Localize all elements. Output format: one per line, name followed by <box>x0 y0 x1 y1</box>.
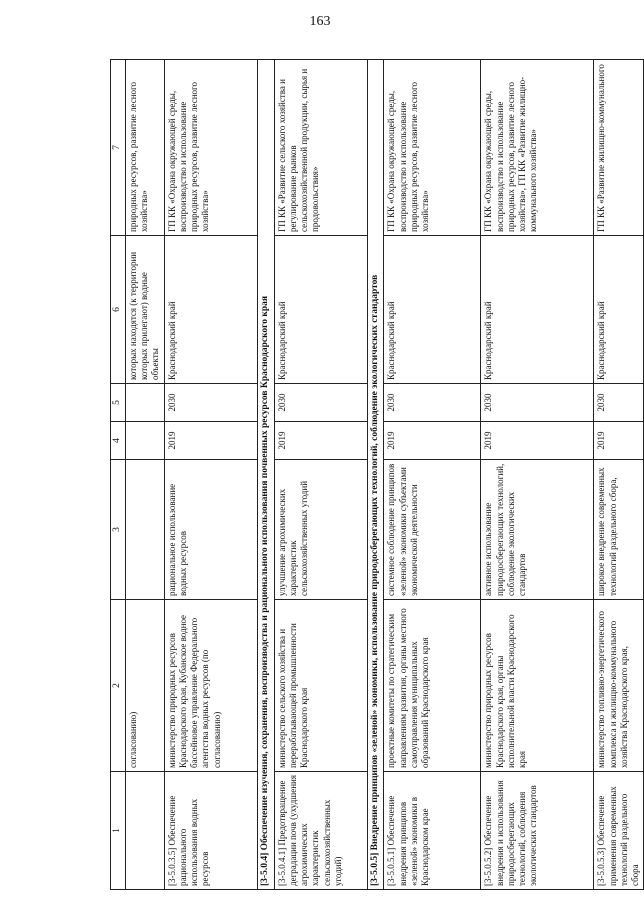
column-number-cell: 7 <box>111 60 126 236</box>
start-year-cell: 2019 <box>594 422 644 460</box>
result-cell: рациональное использование водных ресурсов <box>164 460 257 600</box>
start-year-cell: 2019 <box>164 422 257 460</box>
section-header-row <box>257 60 274 890</box>
territory-cell: Краснодарский край <box>594 236 644 384</box>
activity-cell: [3-5.0.5.3] Обеспечение применения современных технологий раздельного сбора <box>594 772 644 890</box>
column-number-cell: 2 <box>111 600 126 772</box>
result-cell <box>125 460 164 600</box>
end-year-cell: 2030 <box>384 384 481 422</box>
responsible-cell: министерство природных ресурсов Краснодарского края, Кубанское водное бассейновое управление Федерального агентства водных ресурсов (по согласованию) <box>164 600 257 772</box>
program-table <box>110 59 644 890</box>
territory-cell: Краснодарский край <box>384 236 481 384</box>
table-row <box>481 60 594 890</box>
column-number-cell: 3 <box>111 460 126 600</box>
rotated-table-container <box>110 60 641 890</box>
result-cell: широкое внедрение современных технологий раздельного сбора, <box>594 460 644 600</box>
program-cell: ГП КК «Развитие жилищно-коммунального <box>594 60 644 236</box>
responsible-cell: проектные комитеты по стратегическим направлениям развития, органы местного самоуправления муниципальных образований Краснодарского края <box>384 600 481 772</box>
start-year-cell: 2019 <box>384 422 481 460</box>
table-row <box>274 60 367 890</box>
column-number-row <box>111 60 126 890</box>
activity-cell: [3-5.0.5.1] Обеспечение внедрения принципов «зеленой» экономики в Краснодарском крае <box>384 772 481 890</box>
responsible-cell: согласованию) <box>125 600 164 772</box>
program-cell: ГП КК «Охрана окружающей среды, воспроизводство и использование природных ресурсов, развитие лесного хозяйства» <box>384 60 481 236</box>
start-year-cell: 2019 <box>274 422 367 460</box>
program-cell: ГП КК «Охрана окружающей среды, воспроизводство и использование природных ресурсов, развитие лесного хозяйства» <box>164 60 257 236</box>
activity-cell <box>125 772 164 890</box>
table-row <box>384 60 481 890</box>
section-title: [3-5.0.4] Обеспечение изучения, сохранения, воспроизводства и рационального использования почвенных ресурсов Краснодарского края <box>257 60 274 890</box>
page-number: 163 <box>309 14 331 29</box>
result-cell: системное соблюдение принципов «зеленой» экономики субъектами экономической деятельности <box>384 460 481 600</box>
end-year-cell <box>125 384 164 422</box>
activity-cell: [3-5.0.3.5] Обеспечение рационального использования водных ресурсов <box>164 772 257 890</box>
start-year-cell <box>125 422 164 460</box>
table-row <box>164 60 257 890</box>
result-cell: активное использование природосберегающих технологий, соблюдение экологических стандартов <box>481 460 594 600</box>
column-number-cell: 4 <box>111 422 126 460</box>
end-year-cell: 2030 <box>274 384 367 422</box>
section-title: [3-5.0.5] Внедрение принципов «зеленой» экономики, использование природосберегающих технологий, соблюдение экологических стандартов <box>367 60 384 890</box>
activity-cell: [3-5.0.5.2] Обеспечение внедрения и использования природосберегающих технологий, соблюдения экологических стандартов <box>481 772 594 890</box>
end-year-cell: 2030 <box>164 384 257 422</box>
rotated-table-frame <box>110 60 641 890</box>
end-year-cell: 2030 <box>594 384 644 422</box>
end-year-cell: 2030 <box>481 384 594 422</box>
section-header-row <box>367 60 384 890</box>
territory-cell: Краснодарский край <box>164 236 257 384</box>
responsible-cell: министерство природных ресурсов Краснодарского края, органы исполнительной власти Краснодарского края <box>481 600 594 772</box>
responsible-cell: министерство топливно-энергетического комплекса и жилищно-коммунального хозяйства Краснодарского края, <box>594 600 644 772</box>
program-cell: природных ресурсов, развитие лесного хозяйства» <box>125 60 164 236</box>
table-row <box>125 60 164 890</box>
result-cell: улучшение агрохимических характеристик сельскохозяйственных угодий <box>274 460 367 600</box>
responsible-cell: министерство сельского хозяйства и перерабатывающей промышленности Краснодарского края <box>274 600 367 772</box>
column-number-cell: 5 <box>111 384 126 422</box>
table-row <box>594 60 644 890</box>
territory-cell: которых находятся (к территории которых прилегают) водные объекты <box>125 236 164 384</box>
column-number-cell: 6 <box>111 236 126 384</box>
program-cell: ГП КК «Охрана окружающей среды, воспроизводство и использование природных ресурсов, развитие лесного хозяйства», ГП КК «Развитие жилищно-коммунального хозяйства» <box>481 60 594 236</box>
column-number-cell: 1 <box>111 772 126 890</box>
territory-cell: Краснодарский край <box>274 236 367 384</box>
activity-cell: [3-5.0.4.1] Предотвращение деградации почв (ухудшения агрохимических характеристик сельскохозяйственных угодий) <box>274 772 367 890</box>
territory-cell: Краснодарский край <box>481 236 594 384</box>
start-year-cell: 2019 <box>481 422 594 460</box>
program-cell: ГП КК «Развитие сельского хозяйства и регулирование рынков сельскохозяйственной продукции, сырья и продовольствия» <box>274 60 367 236</box>
